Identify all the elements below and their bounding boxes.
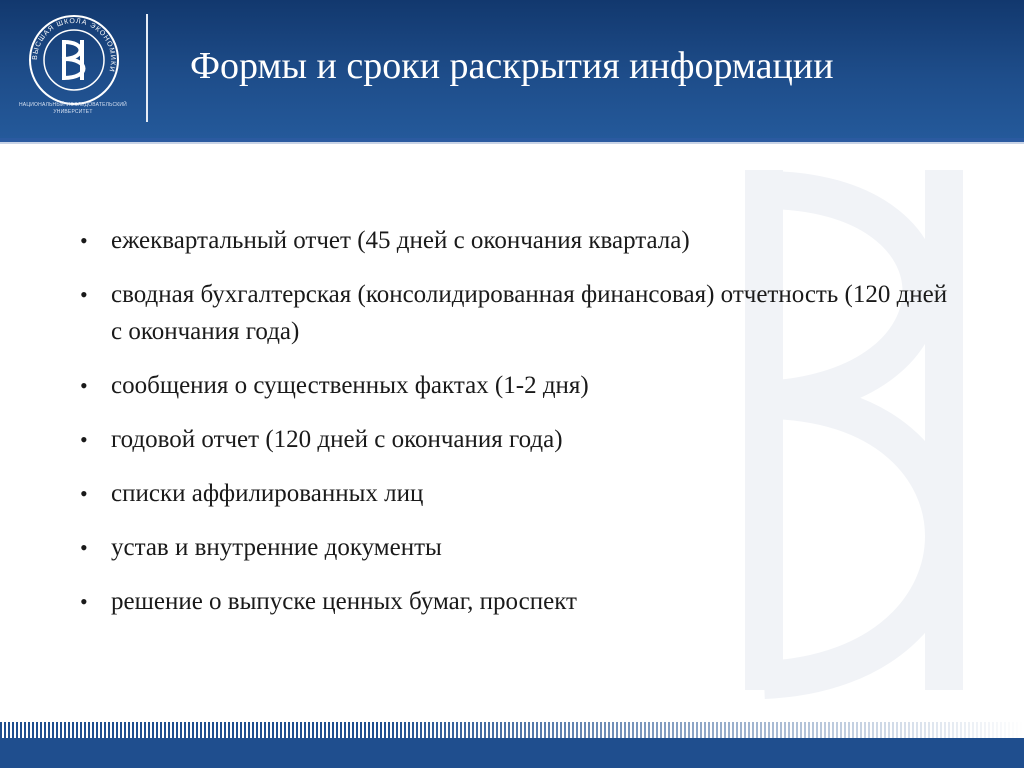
bullet-icon: • — [80, 589, 88, 614]
list-item-text: решение о выпуске ценных бумаг, проспект — [111, 588, 577, 615]
bullet-icon: • — [80, 481, 88, 506]
list-item-text: устав и внутренние документы — [111, 534, 442, 561]
list-item — [80, 276, 960, 350]
header-underline-light — [0, 142, 1024, 144]
bullet-icon: • — [80, 535, 88, 560]
list-item — [80, 529, 960, 566]
slide-title: Формы и сроки раскрытия информации — [190, 45, 834, 87]
list-item — [80, 583, 960, 620]
logo-caption: НАЦИОНАЛЬНЫЙ ИССЛЕДОВАТЕЛЬСКИЙ УНИВЕРСИТЕТ — [19, 102, 127, 115]
list-item-text: списки аффилированных лиц — [111, 480, 424, 507]
bullet-icon: • — [80, 282, 88, 307]
university-logo — [26, 12, 122, 108]
list-item — [80, 475, 960, 512]
footer-stripe-fade — [380, 722, 1024, 738]
list-item — [80, 222, 960, 259]
list-item-text: сообщения о существенных фактах (1-2 дня) — [111, 372, 589, 399]
bullet-icon: • — [80, 373, 88, 398]
footer-bar — [0, 738, 1024, 768]
header-divider — [146, 14, 148, 122]
list-item-text: ежеквартальный отчет (45 дней с окончания квартала) — [111, 227, 690, 254]
list-item — [80, 367, 960, 404]
bullet-list — [80, 222, 960, 637]
list-item — [80, 421, 960, 458]
list-item-text: сводная бухгалтерская (консолидированная финансовая) отчетность (120 дней с окончания года) — [111, 281, 948, 345]
logo-ring-text: ВЫСШАЯ ШКОЛА ЭКОНОМИКИ — [31, 17, 117, 73]
bullet-icon: • — [80, 427, 88, 452]
bullet-icon: • — [80, 228, 88, 253]
header-bar — [0, 0, 1024, 138]
list-item-text: годовой отчет (120 дней с окончания года) — [111, 426, 563, 453]
